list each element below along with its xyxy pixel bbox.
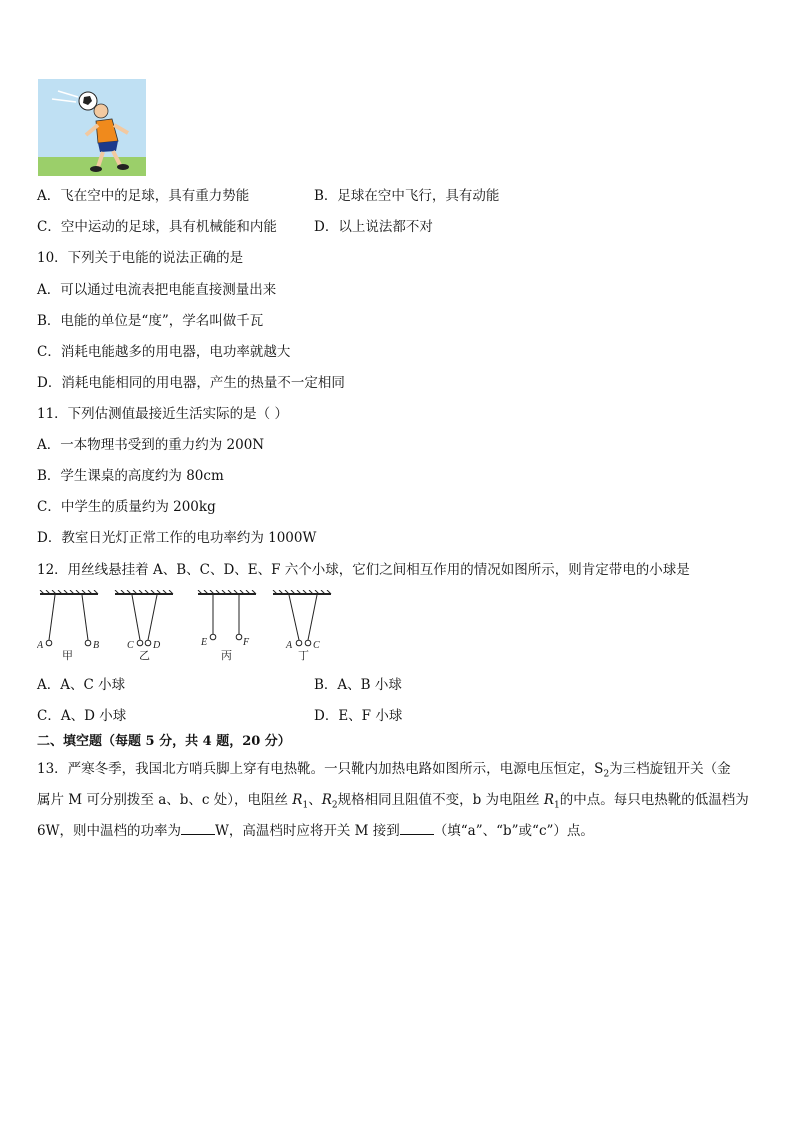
suspended-balls-diagram (37, 590, 337, 662)
q11-option-c: C．中学生的质量约为 200kg (37, 499, 216, 515)
q10-option-d: D．消耗电能相同的用电器，产生的热量不一定相同 (37, 375, 345, 391)
q9-option-d: D．以上说法都不对 (314, 219, 433, 235)
q11-stem: 11．下列估测值最接近生活实际的是（ ） (37, 406, 288, 422)
q11-option-a: A．一本物理书受到的重力约为 200N (37, 437, 265, 453)
ball-label: B (93, 640, 100, 651)
ball-label: C (313, 640, 320, 651)
q12-option-c: C．A、D 小球 (37, 708, 127, 724)
q11-option-b: B．学生课桌的高度约为 80cm (37, 468, 224, 484)
q9-option-b: B．足球在空中飞行，具有动能 (314, 188, 500, 204)
q13-line-2: 属片 M 可分别拨至 a、b、c 处），电阻丝 $R_1$、$R_2$规格相同且阻值不变，b 为电阻丝 $R_1$的中点。每只电热靴的低温档为 (37, 792, 749, 811)
ball-label: D (153, 640, 161, 651)
q13-line-1: 13．严寒冬季，我国北方哨兵脚上穿有电热靴。一只靴内加热电路如图所示，电源电压恒定，$S_2$为三档旋钮开关（金 (37, 761, 731, 780)
figure-caption: 丙 (221, 649, 232, 662)
section-title: 二、填空题（每题 5 分，共 4 题，20 分） (37, 734, 291, 749)
ball-label: C (127, 640, 134, 651)
figure-caption: 甲 (62, 649, 73, 662)
ball-label: F (243, 637, 250, 648)
answer-blank[interactable] (400, 822, 434, 835)
q10-option-a: A．可以通过电流表把电能直接测量出来 (37, 282, 277, 298)
ball-label: A (37, 640, 44, 651)
q12-option-a: A．A、C 小球 (37, 677, 126, 693)
q11-option-d: D．教室日光灯正常工作的电功率约为 1000W (37, 530, 317, 546)
football-heading-illustration (38, 79, 146, 176)
q10-stem: 10．下列关于电能的说法正确的是 (37, 250, 244, 266)
figure-caption: 乙 (139, 649, 150, 662)
q13-line-3: 6W，则中温档的功率为 W，高温档时应将开关 M 接到 （填“a”、“b”或“c”）点。 (37, 823, 594, 839)
q12-option-b: B．A、B 小球 (314, 677, 402, 693)
ball-label: A (286, 640, 293, 651)
q12-option-d: D．E、F 小球 (314, 708, 403, 724)
q9-option-c: C．空中运动的足球，具有机械能和内能 (37, 219, 277, 235)
figure-caption: 丁 (298, 649, 309, 662)
q10-option-b: B．电能的单位是“度”，学名叫做千瓦 (37, 313, 264, 329)
answer-blank[interactable] (181, 822, 215, 835)
q12-stem: 12．用丝线悬挂着 A、B、C、D、E、F 六个小球，它们之间相互作用的情况如图所示，则肯定带电的小球是 (37, 562, 690, 578)
q10-option-c: C．消耗电能越多的用电器，电功率就越大 (37, 344, 291, 360)
ball-label: E (201, 637, 208, 648)
q9-option-a: A．飞在空中的足球，具有重力势能 (37, 188, 250, 204)
